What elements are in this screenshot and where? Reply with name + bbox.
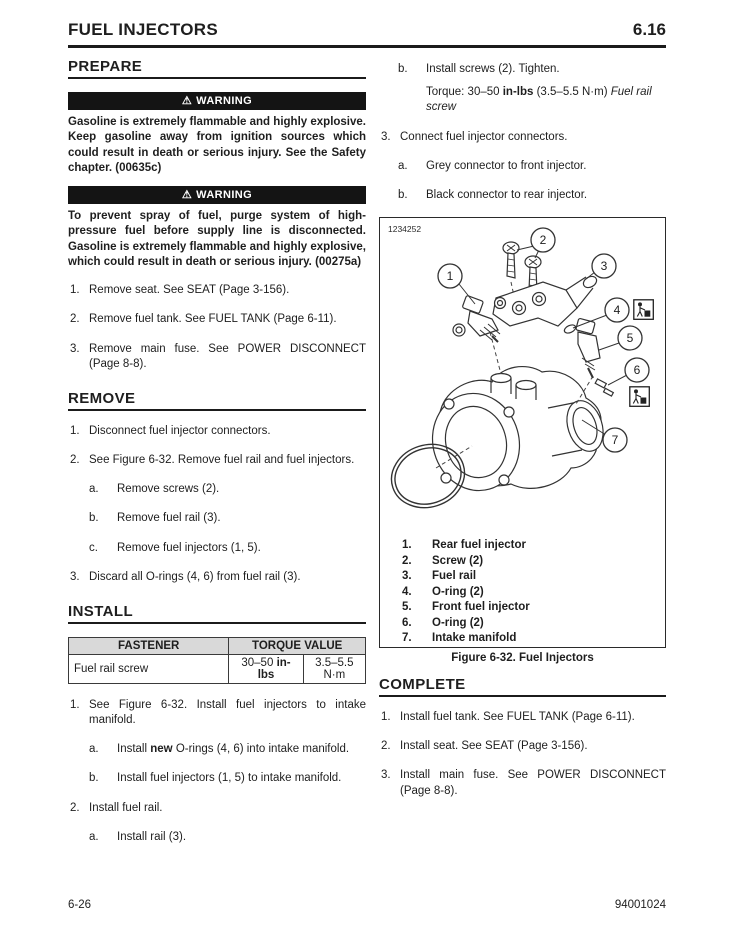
- list-item: [379, 739, 666, 754]
- step-text: Disconnect fuel injector connectors.: [89, 424, 271, 437]
- list-subitem: [89, 482, 366, 497]
- step-number: 2.: [70, 454, 80, 467]
- substep-text: Remove fuel rail (3).: [117, 512, 221, 525]
- callout-2: 2: [539, 233, 547, 248]
- callout-3: 3: [600, 259, 608, 274]
- step-number: 1.: [70, 424, 80, 437]
- step-number: 3.: [381, 130, 391, 143]
- substep-letter: a.: [89, 743, 99, 756]
- list-subitem: [398, 188, 666, 203]
- legend-item: 1. Rear fuel injector: [402, 539, 526, 552]
- step-text: Install fuel tank. See FUEL TANK (Page 6-11).: [400, 711, 635, 724]
- warning-icon: ⚠: [181, 189, 193, 202]
- list-subitem: [89, 830, 366, 845]
- torque-unit: in-lbs: [257, 656, 291, 681]
- substep-letter: a.: [89, 483, 99, 496]
- list-subitem: [89, 541, 366, 556]
- substep-letter: a.: [89, 830, 99, 843]
- callout-4: 4: [613, 303, 621, 318]
- warning-icon: ⚠: [181, 95, 193, 107]
- step-text: See Figure 6-32. Remove fuel rail and fuel injectors.: [89, 454, 355, 467]
- step-text: Install seat. See SEAT (Page 3-156).: [400, 740, 588, 753]
- page-number: 6-26: [68, 899, 92, 911]
- warning-bar: [68, 92, 366, 110]
- substep-letter: b.: [398, 188, 408, 201]
- step-number: 3.: [70, 342, 80, 355]
- step-text: See Figure 6-32. Install fuel injectors to intake manifold.: [89, 698, 366, 727]
- callout-6: 6: [633, 363, 641, 378]
- page-title: FUEL INJECTORS: [68, 20, 218, 39]
- step-number: 3.: [70, 570, 80, 583]
- list-item: [68, 453, 366, 468]
- substep-text: Grey connector to front injector.: [426, 159, 587, 172]
- substep-text: Remove screws (2).: [117, 483, 220, 496]
- substep-text: Install rail (3).: [117, 830, 187, 843]
- page-header: [68, 20, 666, 40]
- torque-spec-line: Torque: 30–50 in-lbs (3.5–5.5 N·m) Fuel rail screw: [426, 86, 652, 114]
- list-subitem: [89, 742, 366, 757]
- heading-prepare: PREPARE: [68, 58, 366, 79]
- warning-label: WARNING: [196, 95, 253, 107]
- page-footer: [68, 899, 666, 911]
- step-text: Install main fuse. See POWER DISCONNECT (Page 8-8).: [400, 769, 666, 797]
- step-text: Install fuel rail.: [89, 801, 163, 814]
- substep-letter: b.: [89, 512, 99, 525]
- warning-bar: [68, 186, 366, 204]
- left-column: [68, 58, 366, 859]
- list-item: [68, 424, 366, 439]
- substep-text: Black connector to rear injector.: [426, 188, 588, 201]
- figure-6-32: [379, 217, 666, 648]
- substep-letter: b.: [89, 772, 99, 785]
- figure-legend: [402, 538, 665, 647]
- substep-text: Install new O-rings (4, 6) into intake manifold.: [117, 743, 350, 756]
- step-number: 2.: [381, 740, 391, 753]
- step-number: 2.: [70, 313, 80, 326]
- legend-item: 6. O-ring (2): [402, 616, 484, 629]
- table-cell-fastener: Fuel rail screw: [69, 654, 229, 683]
- list-subitem: [89, 511, 366, 526]
- table-cell-torque-metric: 3.5–5.5 N·m: [303, 654, 365, 683]
- list-subitem: [89, 771, 366, 786]
- list-item: [68, 698, 366, 728]
- callout-1: 1: [446, 269, 454, 284]
- warning-text: Gasoline is extremely flammable and highly explosive. Keep gasoline away from ignition sources which could result in death or serious injury. See the Safety chapter. (00635c): [68, 116, 366, 174]
- list-item: [68, 801, 366, 816]
- discard-part-icon: [630, 387, 650, 407]
- discard-part-icon: [634, 300, 654, 320]
- callout-5: 5: [626, 331, 634, 346]
- exploded-parts-illustration: [380, 218, 665, 536]
- table-header-torque: TORQUE VALUE: [229, 637, 366, 654]
- step-number: 1.: [70, 284, 80, 297]
- step-text: Remove fuel tank. See FUEL TANK (Page 6-11).: [89, 313, 337, 326]
- warning-box: [68, 92, 366, 176]
- heading-complete: COMPLETE: [379, 676, 666, 697]
- substep-text: Install screws (2). Tighten.: [426, 63, 560, 75]
- step-text: Remove seat. See SEAT (Page 3-156).: [89, 284, 290, 297]
- page-content: [68, 20, 666, 859]
- warning-text: To prevent spray of fuel, purge system of high-pressure fuel before supply line is disconnected. Gasoline is extremely flammable and highly explosive, which could result in death or serious injury. (00275a): [68, 210, 366, 268]
- list-item: [68, 283, 366, 298]
- list-item: [379, 130, 666, 145]
- step-text: Connect fuel injector connectors.: [400, 130, 568, 143]
- legend-item: 3. Fuel rail: [402, 570, 477, 583]
- step-text: Remove main fuse. See POWER DISCONNECT (Page 8-8).: [89, 342, 366, 370]
- list-item: [68, 342, 366, 372]
- list-item: [68, 312, 366, 327]
- step-text: Discard all O-rings (4, 6) from fuel rail (3).: [89, 570, 301, 583]
- legend-item: 4. O-ring (2): [402, 585, 484, 598]
- torque-table: [68, 637, 366, 684]
- list-item: [379, 768, 666, 798]
- substep-text: Install fuel injectors (1, 5) to intake manifold.: [117, 772, 342, 785]
- figure-caption: Figure 6-32. Fuel Injectors: [451, 652, 594, 665]
- step-number: 2.: [70, 801, 80, 814]
- right-column: [379, 58, 666, 859]
- list-item: [379, 710, 666, 725]
- table-cell-torque-inlbs: [229, 654, 303, 683]
- callout-7: 7: [611, 433, 619, 448]
- list-item: [68, 570, 366, 585]
- legend-item: 7. Intake manifold: [402, 632, 517, 645]
- heading-remove: REMOVE: [68, 390, 366, 411]
- step-number: 3.: [381, 769, 391, 782]
- document-number: 94001024: [614, 899, 666, 911]
- section-number: 6.16: [632, 20, 666, 39]
- table-row: [69, 654, 366, 683]
- warning-label: WARNING: [196, 189, 253, 202]
- step-number: 1.: [381, 711, 391, 724]
- substep-letter: c.: [89, 541, 98, 554]
- warning-box: [68, 186, 366, 270]
- substep-letter: b.: [398, 63, 408, 75]
- figure-code: 1234252: [388, 224, 422, 235]
- heading-install: INSTALL: [68, 603, 366, 624]
- header-rule: [68, 45, 666, 48]
- legend-item: 2. Screw (2): [402, 554, 484, 567]
- list-subitem: [398, 159, 666, 174]
- list-subitem: [398, 62, 666, 77]
- torque-value: 30–50: [241, 656, 277, 669]
- step-number: 1.: [70, 698, 80, 711]
- substep-text: Remove fuel injectors (1, 5).: [117, 541, 261, 554]
- table-header-fastener: FASTENER: [69, 637, 229, 654]
- substep-letter: a.: [398, 159, 408, 172]
- legend-item: 5. Front fuel injector: [402, 601, 530, 614]
